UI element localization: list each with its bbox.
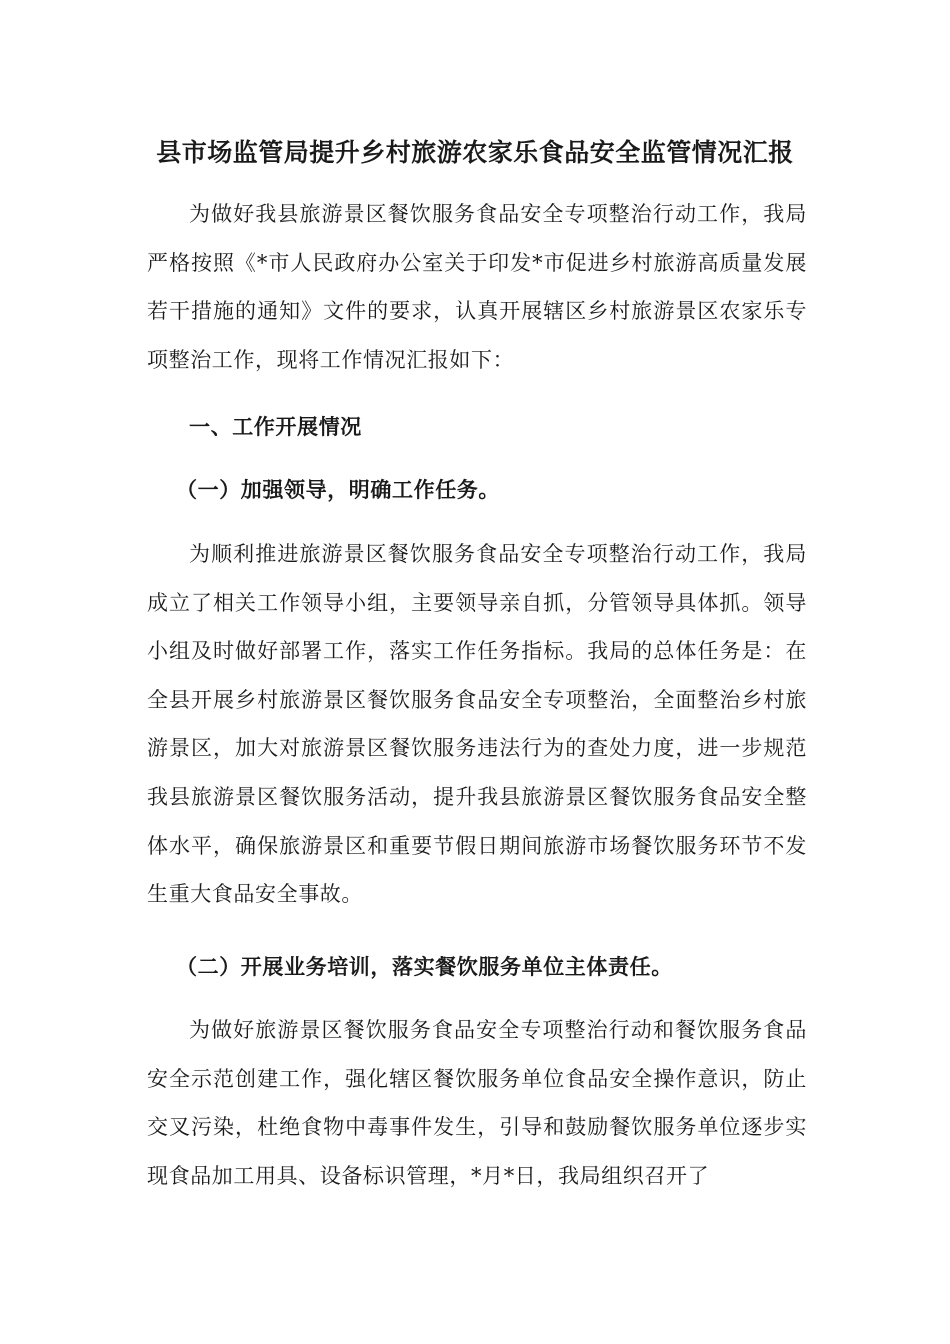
training-paragraph: 为做好旅游景区餐饮服务食品安全专项整治行动和餐饮服务食品安全示范创建工作，强化辖区餐饮服务单位食品安全操作意识，防止交叉污染，杜绝食物中毒事件发生，引导和鼓励餐饮服务单位逐步实现食品加工用具、设备标识管理，*月*日，我局组织召开了 <box>147 1018 807 1188</box>
intro-paragraph: 为做好我县旅游景区餐饮服务食品安全专项整治行动工作，我局严格按照《*市人民政府办公室关于印发*市促进乡村旅游高质量发展若干措施的通知》文件的要求，认真开展辖区乡村旅游景区农家乐专项整治工作，现将工作情况汇报如下： <box>147 202 807 372</box>
document-title: 县市场监管局提升乡村旅游农家乐食品安全监管情况汇报 <box>156 138 794 167</box>
subsection-heading-leadership: （一）加强领导，明确工作任务。 <box>176 477 500 502</box>
section-heading-work-progress: 一、工作开展情况 <box>189 414 362 439</box>
leadership-paragraph: 为顺利推进旅游景区餐饮服务食品安全专项整治行动工作，我局成立了相关工作领导小组，主要领导亲自抓，分管领导具体抓。领导小组及时做好部署工作，落实工作任务指标。我局的总体任务是：在全县开展乡村旅游景区餐饮服务食品安全专项整治，全面整治乡村旅游景区，加大对旅游景区餐饮服务违法行为的查处力度，进一步规范我县旅游景区餐饮服务活动，提升我县旅游景区餐饮服务食品安全整体水平，确保旅游景区和重要节假日期间旅游市场餐饮服务环节不发生重大食品安全事故。 <box>147 542 807 907</box>
subsection-heading-training: （二）开展业务培训，落实餐饮服务单位主体责任。 <box>176 954 673 979</box>
